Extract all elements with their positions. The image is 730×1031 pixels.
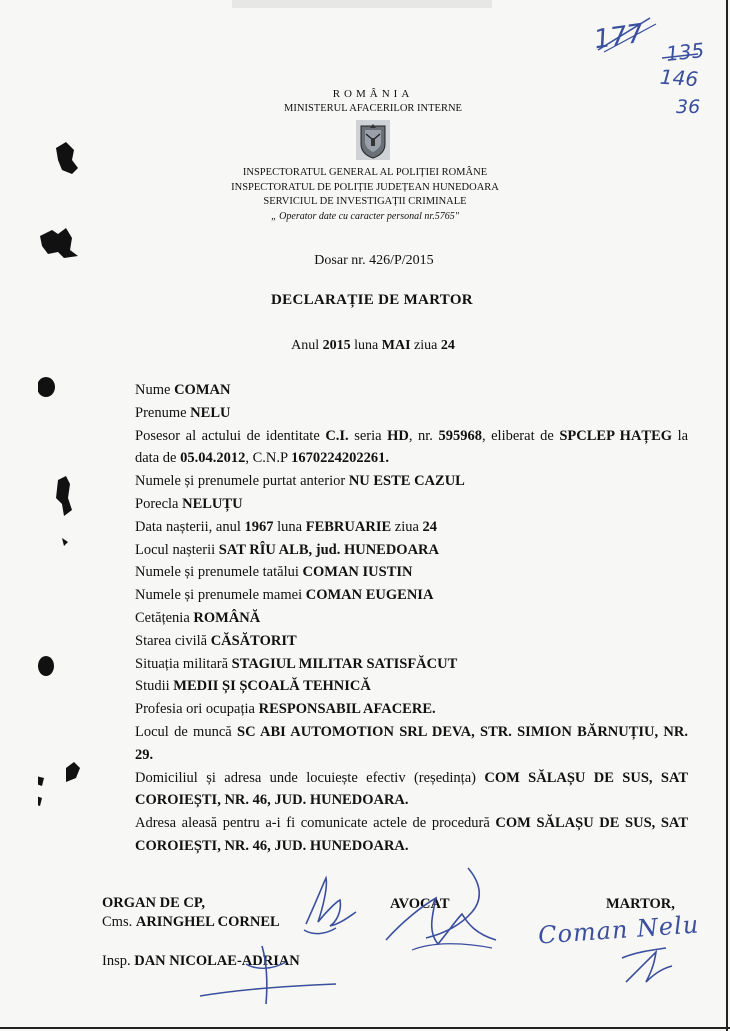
insp-name: DAN NICOLAE-ADRIAN (134, 953, 300, 969)
margin-note-1: 177 (592, 18, 646, 56)
field-previous-name (104, 470, 688, 493)
ziua-value: 24 (440, 338, 455, 353)
civil-status-label: Starea civilă (135, 632, 208, 649)
inspectorate-line-2: INSPECTORATUL DE POLIȚIE JUDEȚEAN HUNEDOARA (231, 181, 499, 193)
workplace-label: Locul de muncă (135, 723, 232, 740)
military-value: STAGIUL MILITAR SATISFĂCUT (231, 655, 458, 672)
ziua-label: ziua (414, 338, 438, 353)
previous-name-value: NU ESTE CAZUL (348, 473, 465, 490)
profession-label: Profesia ori ocupația (135, 701, 255, 718)
country-title: ROMÂNIA (332, 88, 414, 100)
avocat-signature (372, 862, 512, 962)
cms-signature (296, 872, 366, 942)
martor-handwritten-name: Coman Nelu (537, 910, 701, 950)
avocat-label: AVOCAT (390, 896, 450, 912)
birth-day-label: ziua (394, 518, 419, 535)
id-date: 05.04.2012 (180, 450, 246, 467)
domicile-value: COM SĂLAȘU DE SUS, SAT COROIEȘTI, NR. 46, JUD. HUNEDOARA. (135, 769, 689, 809)
scan-edge-bottom (0, 1027, 730, 1029)
id-text-3: , nr. (408, 427, 433, 444)
workplace-value: SC ABI AUTOMOTION SRL DEVA, STR. SIMION BĂRNUȚIU, NR. 29. (135, 723, 688, 763)
id-serie: HD (387, 427, 409, 444)
martor-signature-scribble (616, 942, 676, 992)
case-number: Dosar nr. 426/P/2015 (314, 253, 434, 268)
porecla-label: Porecla (135, 495, 179, 512)
profession-value: RESPONSABIL AFACERE. (258, 701, 436, 718)
margin-note-4: 36 (676, 96, 701, 118)
inspectorate-block (0, 166, 730, 224)
birth-month-label: luna (277, 518, 303, 535)
anul-label: Anul (291, 338, 320, 353)
civil-status-value: CĂSĂTORIT (210, 632, 297, 649)
id-text-2: seria (354, 427, 382, 444)
bleed-through-text (232, 0, 492, 8)
field-domicile (104, 767, 688, 813)
document-header (0, 88, 730, 160)
prenume-label: Prenume (135, 404, 187, 421)
birthplace-value: SAT RÎU ALB, jud. HUNEDOARA (218, 541, 439, 558)
field-identity (104, 425, 688, 471)
insp-signature (196, 940, 346, 1010)
luna-value: MAI (381, 338, 411, 353)
field-chosen-address (104, 812, 688, 858)
studies-label: Studii (135, 678, 170, 695)
mother-label: Numele și prenumele mamei (135, 587, 303, 604)
margin-note-3: 146 (659, 64, 699, 92)
cms-line (102, 913, 280, 932)
field-military (104, 653, 688, 676)
ministry-title: MINISTERUL AFACERILOR INTERNE (284, 103, 462, 114)
martor-label: MARTOR, (606, 896, 675, 912)
insp-prefix: Insp. (102, 953, 131, 969)
field-father (104, 561, 688, 584)
organ-cp-block (102, 894, 280, 932)
id-text-1: Posesor al actului de identitate (135, 427, 320, 444)
prenume-value: NELU (190, 404, 231, 421)
nume-label: Nume (135, 382, 171, 398)
citizenship-value: ROMÂNĂ (193, 609, 261, 626)
military-label: Situația militară (135, 655, 229, 672)
chosen-address-value: COM SĂLAȘU DE SUS, SAT COROIEȘTI, NR. 46, JUD. HUNEDOARA. (135, 815, 688, 854)
father-label: Numele și prenumele tatălui (135, 564, 299, 581)
margin-note-2: 135 (664, 38, 706, 66)
scan-artifacts (38, 140, 98, 880)
birth-year: 1967 (244, 518, 274, 535)
field-studies (104, 675, 688, 698)
mother-value: COMAN EUGENIA (305, 587, 434, 604)
coat-of-arms-icon (356, 120, 390, 160)
nume-value: COMAN (174, 382, 231, 398)
field-birth-date (104, 516, 688, 539)
porecla-value: NELUȚU (182, 495, 243, 512)
witness-details (104, 379, 688, 858)
declaration-date (0, 338, 730, 354)
birth-day: 24 (422, 518, 438, 535)
citizenship-label: Cetățenia (135, 609, 190, 626)
inspectorate-line-1: INSPECTORATUL GENERAL AL POLIȚIEI ROMÂNE (242, 167, 488, 178)
organ-cp-label: ORGAN DE CP, (102, 895, 205, 911)
studies-value: MEDII ȘI ȘCOALĂ TEHNICĂ (173, 678, 371, 695)
domicile-label: Domiciliul și adresa unde locuiește efectiv (reședința) (135, 769, 476, 786)
field-nume (104, 379, 688, 402)
operator-note: „ Operator date cu caracter personal nr.5765" (271, 210, 459, 222)
previous-name-label: Numele și prenumele purtat anterior (135, 473, 346, 490)
field-workplace (104, 721, 688, 767)
cms-prefix: Cms. (102, 914, 133, 930)
inspectorate-line-3: SERVICIUL DE INVESTIGAȚII CRIMINALE (263, 196, 467, 207)
margin-note-strikes (590, 14, 700, 74)
field-civil-status (104, 630, 688, 653)
father-value: COMAN IUSTIN (302, 564, 413, 581)
id-text-4: , eliberat de (481, 427, 554, 444)
id-number: 595968 (438, 427, 482, 444)
field-prenume (104, 402, 688, 425)
field-birthplace (104, 539, 688, 562)
id-text-6: , C.N.P (245, 450, 288, 467)
chosen-address-label: Adresa aleasă pentru a-i fi comunicate actele de procedură (135, 815, 490, 832)
id-issuer: SPCLEP HAȚEG (559, 427, 673, 444)
birth-month: FEBRUARIE (305, 518, 392, 535)
field-mother (104, 584, 688, 607)
anul-value: 2015 (322, 338, 351, 353)
id-text-5: la data de (135, 427, 689, 467)
birthplace-label: Locul nașterii (135, 541, 216, 558)
document-title: DECLARAȚIE DE MARTOR (271, 292, 473, 308)
id-type: C.I. (325, 427, 349, 444)
field-citizenship (104, 607, 688, 630)
birth-label: Data nașterii, anul (135, 518, 241, 535)
field-porecla (104, 493, 688, 516)
cms-name: ARINGHEL CORNEL (135, 914, 280, 930)
luna-label: luna (354, 338, 379, 353)
field-profession (104, 698, 688, 721)
cnp-value: 1670224202261. (291, 450, 390, 467)
